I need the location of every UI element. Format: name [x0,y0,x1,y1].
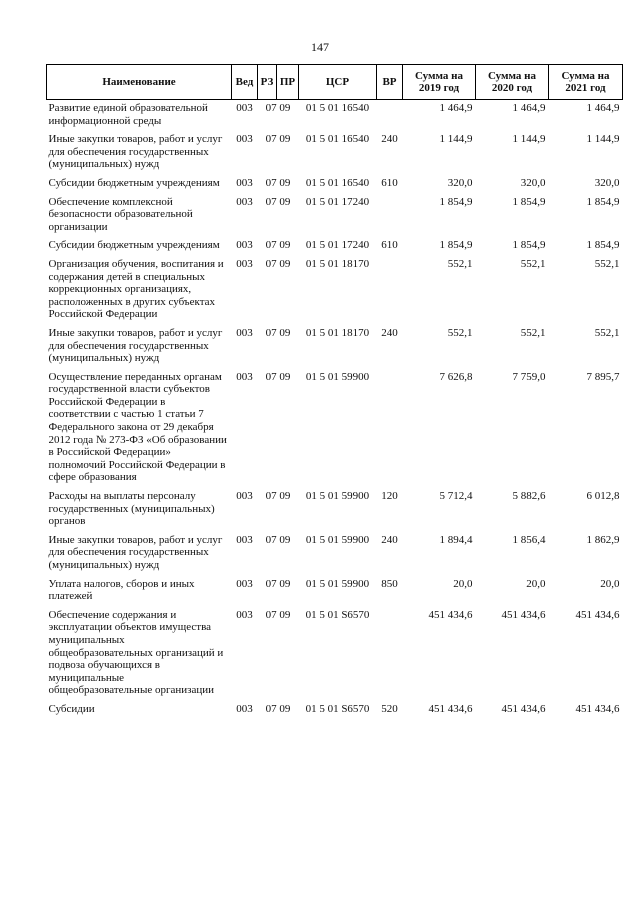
row-csr: 01 5 01 18170 [305,257,370,270]
row-sum-2021: 1 144,9 [586,133,620,146]
row-csr: 01 5 01 16540 [305,102,370,114]
row-sum-2021: 6 012,8 [586,490,620,503]
row-sum-2020: 1 464,9 [512,102,546,114]
row-sum-2021: 1 862,9 [586,533,620,546]
row-name: Уплата налогов, сборов и иных платежей [48,577,195,603]
header-rz: РЗ [258,65,277,100]
row-csr: 01 5 01 17240 [305,239,370,252]
row-name: Субсидии бюджетным учреждениям [48,176,220,189]
row-sum-2021: 7 895,7 [586,370,620,383]
row-sum-2020: 1 144,9 [512,133,546,146]
row-vr: 120 [381,490,398,503]
row-vr: 850 [381,577,398,590]
table-header-row [47,65,623,100]
row-csr: 01 5 01 S6570 [305,608,370,621]
row-sum-2020: 320,0 [520,176,546,189]
row-ved: 003 [236,702,253,715]
row-name: Субсидии [48,702,95,715]
header-csr: ЦСР [299,65,377,100]
row-name: Иные закупки товаров, работ и услуг для обеспечения государственных (муниципальных) нужд [48,133,223,171]
row-rz-pr: 07 09 [265,490,291,503]
row-name: Обеспечение содержания и эксплуатации объектов имущества муниципальных общеобразовательных организаций и подвоза обучающихся в муниципальные общеобразовательные организации [48,608,224,697]
row-sum-2020: 20,0 [526,577,546,590]
row-sum-2019: 1 854,9 [439,239,473,252]
row-ved: 003 [236,326,253,339]
table-row [47,233,623,252]
row-name: Иные закупки товаров, работ и услуг для обеспечения государственных (муниципальных) нужд [48,533,223,571]
table-row [47,190,623,234]
row-ved: 003 [236,257,253,270]
row-sum-2020: 1 856,4 [512,533,546,546]
row-ved: 003 [236,533,253,546]
row-sum-2019: 7 626,8 [439,370,473,383]
row-rz-pr: 07 09 [265,102,291,114]
row-sum-2021: 552,1 [594,326,620,339]
row-rz-pr: 07 09 [265,133,291,146]
row-vr: 240 [381,326,398,339]
table-row [47,365,623,484]
row-name: Иные закупки товаров, работ и услуг для обеспечения государственных (муниципальных) нужд [48,326,223,365]
table-row [47,572,623,603]
row-rz-pr: 07 09 [265,257,291,270]
row-sum-2019: 1 894,4 [439,533,473,546]
row-sum-2021: 1 854,9 [586,195,620,208]
header-sum-2021: Сумма на 2021 год [549,65,623,100]
row-vr [377,252,403,321]
row-rz-pr: 07 09 [265,577,291,590]
row-name: Организация обучения, воспитания и содержания детей в специальных коррекционных организациях, расположенных в других субъектах Российской Федерации [48,257,224,321]
row-csr: 01 5 01 59900 [305,490,370,503]
row-sum-2019: 20,0 [453,577,473,590]
row-vr: 520 [381,702,398,715]
table-row [47,697,623,716]
header-name: Наименование [47,65,232,100]
row-vr: 610 [381,239,398,252]
row-sum-2019: 320,0 [447,176,473,189]
row-ved: 003 [236,133,253,146]
table-row [47,252,623,321]
row-sum-2021: 1 854,9 [586,239,620,252]
header-sum-2019: Сумма на 2019 год [403,65,476,100]
row-rz-pr: 07 09 [265,176,291,189]
row-vr [377,100,403,128]
row-sum-2021: 451 434,6 [575,608,620,621]
row-sum-2020: 451 434,6 [501,608,546,621]
row-sum-2020: 5 882,6 [512,490,546,503]
row-sum-2019: 1 854,9 [439,195,473,208]
row-sum-2019: 1 144,9 [439,133,473,146]
row-name: Осуществление переданных органам государственной власти субъектов Российской Федерации в соответствии с частью 1 статьи 7 Федерального закона от 29 декабря 2012 года № 273-ФЗ «Об образовании в Российской Федерации» полномочий Российской Федерации в сфере образования [48,370,227,484]
row-ved: 003 [236,176,253,189]
row-rz-pr: 07 09 [265,195,291,208]
row-sum-2019: 552,1 [447,326,473,339]
row-rz-pr: 07 09 [265,326,291,339]
row-vr: 240 [381,133,398,146]
row-name: Расходы на выплаты персоналу государственных (муниципальных) органов [48,490,215,528]
row-rz-pr: 07 09 [265,370,291,383]
row-rz-pr: 07 09 [265,239,291,252]
row-csr: 01 5 01 S6570 [305,702,370,715]
table-row [47,484,623,528]
budget-table [46,64,623,716]
row-name: Развитие единой образовательной информационной среды [48,102,208,127]
table-row [47,171,623,190]
row-sum-2020: 7 759,0 [512,370,546,383]
row-sum-2020: 451 434,6 [501,702,546,715]
row-vr [377,603,403,697]
table-row [47,100,623,128]
row-sum-2021: 20,0 [600,577,620,590]
row-csr: 01 5 01 59900 [305,370,370,383]
page-number: 147 [311,40,329,54]
row-ved: 003 [236,102,253,114]
row-sum-2019: 5 712,4 [439,490,473,503]
row-sum-2020: 1 854,9 [512,239,546,252]
row-ved: 003 [236,577,253,590]
row-csr: 01 5 01 59900 [305,533,370,546]
table-row [47,127,623,171]
table-row [47,528,623,572]
row-sum-2020: 552,1 [520,326,546,339]
header-sum-2020: Сумма на 2020 год [476,65,549,100]
row-ved: 003 [236,608,253,621]
row-csr: 01 5 01 16540 [305,176,370,189]
table-row [47,321,623,365]
header-pr: ПР [277,65,299,100]
row-vr [377,190,403,234]
row-csr: 01 5 01 17240 [305,195,370,208]
row-csr: 01 5 01 18170 [305,326,370,339]
row-sum-2019: 552,1 [447,257,473,270]
row-vr: 240 [381,533,398,546]
row-ved: 003 [236,239,253,252]
row-sum-2021: 451 434,6 [575,702,620,715]
row-ved: 003 [236,370,253,383]
header-vr: ВР [377,65,403,100]
row-ved: 003 [236,195,253,208]
row-name: Обеспечение комплексной безопасности образовательной организации [48,195,193,233]
row-csr: 01 5 01 59900 [305,577,370,590]
row-rz-pr: 07 09 [265,608,291,621]
row-sum-2021: 320,0 [594,176,620,189]
row-vr: 610 [381,176,398,189]
table-row [47,603,623,697]
row-name: Субсидии бюджетным учреждениям [48,239,220,252]
row-sum-2020: 552,1 [520,257,546,270]
row-ved: 003 [236,490,253,503]
row-sum-2020: 1 854,9 [512,195,546,208]
row-csr: 01 5 01 16540 [305,133,370,146]
row-sum-2019: 451 434,6 [428,702,473,715]
row-rz-pr: 07 09 [265,533,291,546]
row-sum-2019: 451 434,6 [428,608,473,621]
row-vr [377,365,403,484]
row-rz-pr: 07 09 [265,702,291,715]
row-sum-2019: 1 464,9 [439,102,473,114]
row-sum-2021: 1 464,9 [586,102,620,114]
header-ved: Вед [232,65,258,100]
row-sum-2021: 552,1 [594,257,620,270]
